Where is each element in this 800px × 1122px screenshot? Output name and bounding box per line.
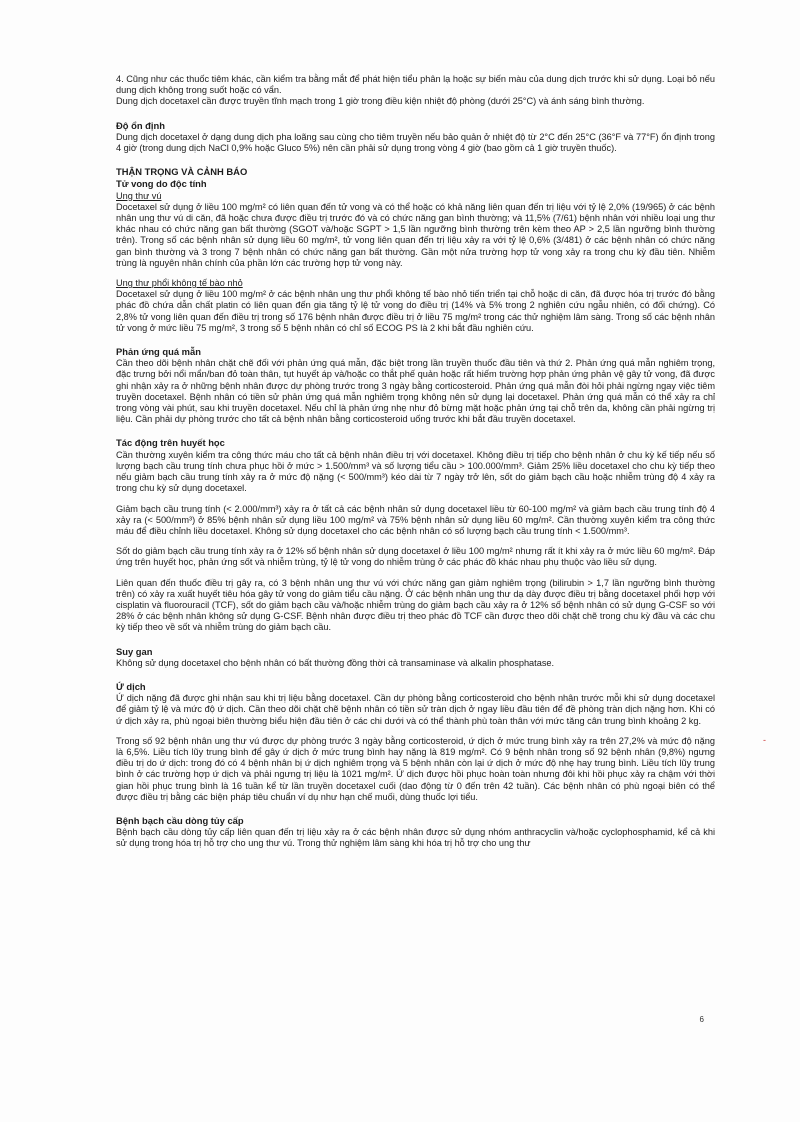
heading-fluid-retention: Ứ dịch xyxy=(116,680,146,692)
paragraph-inspection: 4. Cũng như các thuốc tiêm khác, cần kiểm tra bằng mắt để phát hiện tiểu phân lạ hoặc sự biến màu của dung dịch trước khi sử dụng. Loại bỏ nếu dung dịch không trong suốt hoặc có vẩn. xyxy=(116,74,715,96)
subheading-lung-cancer: Ung thư phổi không tế bào nhỏ xyxy=(116,278,243,289)
page-number: 6 xyxy=(699,1015,704,1024)
margin-mark: - xyxy=(763,735,766,745)
paragraph-fluid-retention-2: Trong số 92 bệnh nhân ung thư vú được dự phòng trước 3 ngày bằng corticosteroid, ứ dịch ở mức trung bình xảy ra trên 27,2% và mức độ nặng là 6,5%. Liều tích lũy trung bình để gây ứ dịch ở mức trung bình hay nặng là 819 mg/m². Có 9 bệnh nhân trong số 92 bệnh nhân (9,8%) ngưng điều trị do ứ dịch: trong đó có 4 bệnh nhân bị ứ dịch nghiêm trọng và 5 bệnh nhân còn lại ứ dịch ở mức độ nhẹ hay trung bình. Liều tích lũy trung bình ở các trường hợp ứ dịch và phải ngưng trị liệu là 1021 mg/m². Ứ dịch được hồi phục hoàn toàn nhưng đôi khi hồi phục xảy ra chậm với thời gian hồi phục trung bình là 16 tuần kể từ lần truyền docetaxel cuối (dao động từ 0 đến trên 42 tuần). Các bệnh nhân có phù ngoại biên có thể được điều trị bằng các biện pháp tiêu chuẩn ví dụ như hạn chế muối, dùng thuốc lợi tiểu. xyxy=(116,735,715,802)
paragraph-liver: Không sử dụng docetaxel cho bệnh nhân có bất thường đồng thời cả transaminase và alkalin phosphatase. xyxy=(116,657,555,668)
heading-leukemia: Bệnh bạch cầu dòng tủy cấp xyxy=(116,814,244,826)
paragraph-infusion: Dung dịch docetaxel cần được truyền tĩnh mạch trong 1 giờ trong điều kiện nhiệt độ phòng (dưới 25°C) và ánh sáng bình thường. xyxy=(116,96,645,107)
paragraph-hematology-1: Cần thường xuyên kiểm tra công thức máu cho tất cả bệnh nhân điều trị với docetaxel. Không điều trị tiếp cho bệnh nhân ở chu kỳ kế tiếp nếu số lượng bạch cầu trung tính chưa phục hồi ở mức > 1.500/mm³ và số lượng tiểu cầu > 100.000/mm³. Giảm 25% liều docetaxel cho chu kỳ tiếp theo nếu giảm bạch cầu trung tính xảy ra ở mức độ nặng (< 500/mm³) kéo dài từ 7 ngày trở lên, sốt do giảm bạch cầu hoặc nhiễm trùng độ 4 xảy ra trong chu kỳ sử dụng docetaxel. xyxy=(116,449,715,494)
subheading-breast-cancer: Ung thư vú xyxy=(116,190,162,201)
paragraph-hematology-2: Giảm bạch cầu trung tính (< 2.000/mm³) xảy ra ở tất cả các bệnh nhân sử dụng docetaxel liều từ 60-100 mg/m² và giảm bạch cầu trung tính độ 4 xảy ra (< 500/mm³) ở 85% bệnh nhân sử dụng liều 100 mg/m² và 75% bệnh nhân sử dụng liều 60 mg/m². Cần thường xuyên kiểm tra công thức máu để điều chỉnh liều docetaxel. Không sử dụng docetaxel cho các bệnh nhân có số lượng bạch cầu trung tính < 1.500/mm³. xyxy=(116,503,715,536)
heading-toxic-death: Tử vong do độc tính xyxy=(116,178,207,190)
heading-hypersensitivity: Phản ứng quá mẫn xyxy=(116,346,201,358)
heading-hematology: Tác động trên huyết học xyxy=(116,437,225,449)
heading-liver: Suy gan xyxy=(116,645,153,657)
paragraph-fluid-retention-1: Ứ dịch nặng đã được ghi nhận sau khi trị liệu bằng docetaxel. Cần dự phòng bằng corticosteroid cho bệnh nhân trước mỗi khi sử dụng docetaxel để giảm tỷ lệ và mức độ ứ dịch. Cần theo dõi chặt chẽ bệnh nhân có tiền sử tràn dịch ở ngay liều đầu tiên để đề phòng tràn dịch nặng hơn. Khi có ứ dịch xảy ra, phù ngoại biên thường biểu hiện đầu tiên ở các chi dưới và có thể thành phù toàn thân với mức tăng cân trung bình khoảng 2 kg. xyxy=(116,693,715,726)
heading-stability: Độ ổn định xyxy=(116,119,165,131)
paragraph-leukemia: Bệnh bạch cầu dòng tủy cấp liên quan đến trị liệu xảy ra ở các bệnh nhân được sử dụng nhóm anthracyclin và/hoặc cyclophosphamid, kể cả khi sử dụng trong hóa trị hỗ trợ cho ung thư vú. Trong thử nghiệm lâm sàng khi hóa trị hỗ trợ cho ung thư xyxy=(116,827,715,849)
heading-warnings: THẬN TRỌNG VÀ CẢNH BÁO xyxy=(116,166,248,178)
paragraph-stability: Dung dịch docetaxel ở dạng dung dịch pha loãng sau cùng cho tiêm truyền nếu bảo quản ở nhiệt độ từ 2°C đến 25°C (36°F và 77°F) ổn định trong 4 giờ (trong dung dịch NaCl 0,9% hoặc Gluco 5%) nên cần phải sử dụng trong vòng 4 giờ (bao gồm cả 1 giờ truyền thuốc). xyxy=(116,131,715,154)
paragraph-hematology-4: Liên quan đến thuốc điều trị gây ra, có 3 bệnh nhân ung thư vú với chức năng gan giảm nghiêm trọng (bilirubin > 1,7 lần ngưỡng bình thường trên) có xảy ra xuất huyết tiêu hóa gây tử vong do giảm tiểu cầu nặng. Ở các bệnh nhân ung thư dạ dày được điều trị bằng docetaxel phối hợp với cisplatin và fluorouracil (TCF), sốt do giảm bạch cầu và/hoặc nhiễm trùng do giảm bạch cầu xảy ra ở 12% số bệnh nhân có sử dụng G-CSF so với 28% ở các bệnh nhân không sử dụng G-CSF. Bệnh nhân được điều trị theo phác đồ TCF cần được theo dõi chặt chẽ trong chu kỳ đầu và các chu kỳ tiếp theo về sốt và nhiễm trùng do giảm bạch cầu. xyxy=(116,577,715,633)
paragraph-breast-cancer: Docetaxel sử dụng ở liều 100 mg/m² có liên quan đến tử vong và có thể hoặc có khả năng liên quan đến trị liệu với tỷ lệ 2,0% (19/965) ở các bệnh nhân ung thư vú di căn, đã hoặc chưa được điều trị trước đó và có chức năng gan bình thường; và 11,5% (7/61) bệnh nhân với nhiều loại ung thư khác nhau có chức năng gan bất thường (SGOT và/hoặc SGPT > 1,5 lần ngưỡng bình thường trên kèm theo AP > 2,5 lần ngưỡng bình thường trên). Trong số các bệnh nhân sử dụng liều 60 mg/m², tử vong liên quan đến trị liệu xảy ra với tỷ lệ 0,6% (3/481) ở các bệnh nhân có chức năng gan bình thường và 3 trong 7 bệnh nhân có chức năng gan bất thường. Gần một nửa trường hợp tử vong xảy ra trong chu kỳ đầu tiên. Nhiễm trùng là nguyên nhân chính của phần lớn các trường hợp tử vong này. xyxy=(116,201,715,268)
paragraph-hematology-3: Sốt do giảm bạch cầu trung tính xảy ra ở 12% số bệnh nhân sử dụng docetaxel ở liều 100 mg/m² nhưng rất ít khi xảy ra ở mức liều 60 mg/m². Đáp ứng trên huyết học, phản ứng sốt và nhiễm trùng, tỷ lệ tử vong do nhiễm trùng ở các phác đồ khác nhau phụ thuộc vào liều sử dụng. xyxy=(116,546,715,568)
paragraph-hypersensitivity: Cần theo dõi bệnh nhân chặt chẽ đối với phản ứng quá mẫn, đặc biệt trong lần truyền thuốc đầu tiên và thứ 2. Phản ứng quá mẫn nghiêm trọng, đặc trưng bởi nổi mẩn/ban đỏ toàn thân, tụt huyết áp và/hoặc co thắt phế quản hoặc rất hiếm trường hợp phản ứng phản vệ gây tử vong, đã được ghi nhận xảy ra ở những bệnh nhân được dự phòng trước trong 3 ngày bằng corticosteroid. Phản ứng quá mẫn đòi hỏi phải ngừng ngay việc tiêm truyền docetaxel. Bệnh nhân có tiền sử phản ứng quá mẫn nghiêm trọng không nên sử dụng lại docetaxel. Phản ứng quá mẫn có thể xảy ra chỉ trong vòng vài phút, sau khi truyền docetaxel. Nếu chỉ là phản ứng nhẹ như đỏ bừng mặt hoặc phản ứng tại chỗ trên da, không cần phải ngừng trị liệu. Cần phải dự phòng trước cho tất cả bệnh nhân bằng corticosteroid uống trước khi bắt đầu truyền docetaxel. xyxy=(116,358,715,425)
paragraph-lung-cancer: Docetaxel sử dụng ở liều 100 mg/m² ở các bệnh nhân ung thư phổi không tế bào nhỏ tiến triển tại chỗ hoặc di căn, đã được hóa trị trước đó bằng phác đồ chứa dẫn chất platin có liên quan đến gia tăng tỷ lệ tử vong do điều trị (14% và 5% trong 2 nghiên cứu ngẫu nhiên, có đối chứng). Có 2,8% tử vong liên quan đến điều trị trong số 176 bệnh nhân được điều trị ở liều 75 mg/m² trong các thử nghiệm lâm sàng. Trong số các bệnh nhân tử vong ở mức liều 75 mg/m², 3 trong số 5 bệnh nhân có chỉ số ECOG PS là 2 khi bắt đầu nghiên cứu. xyxy=(116,289,715,333)
